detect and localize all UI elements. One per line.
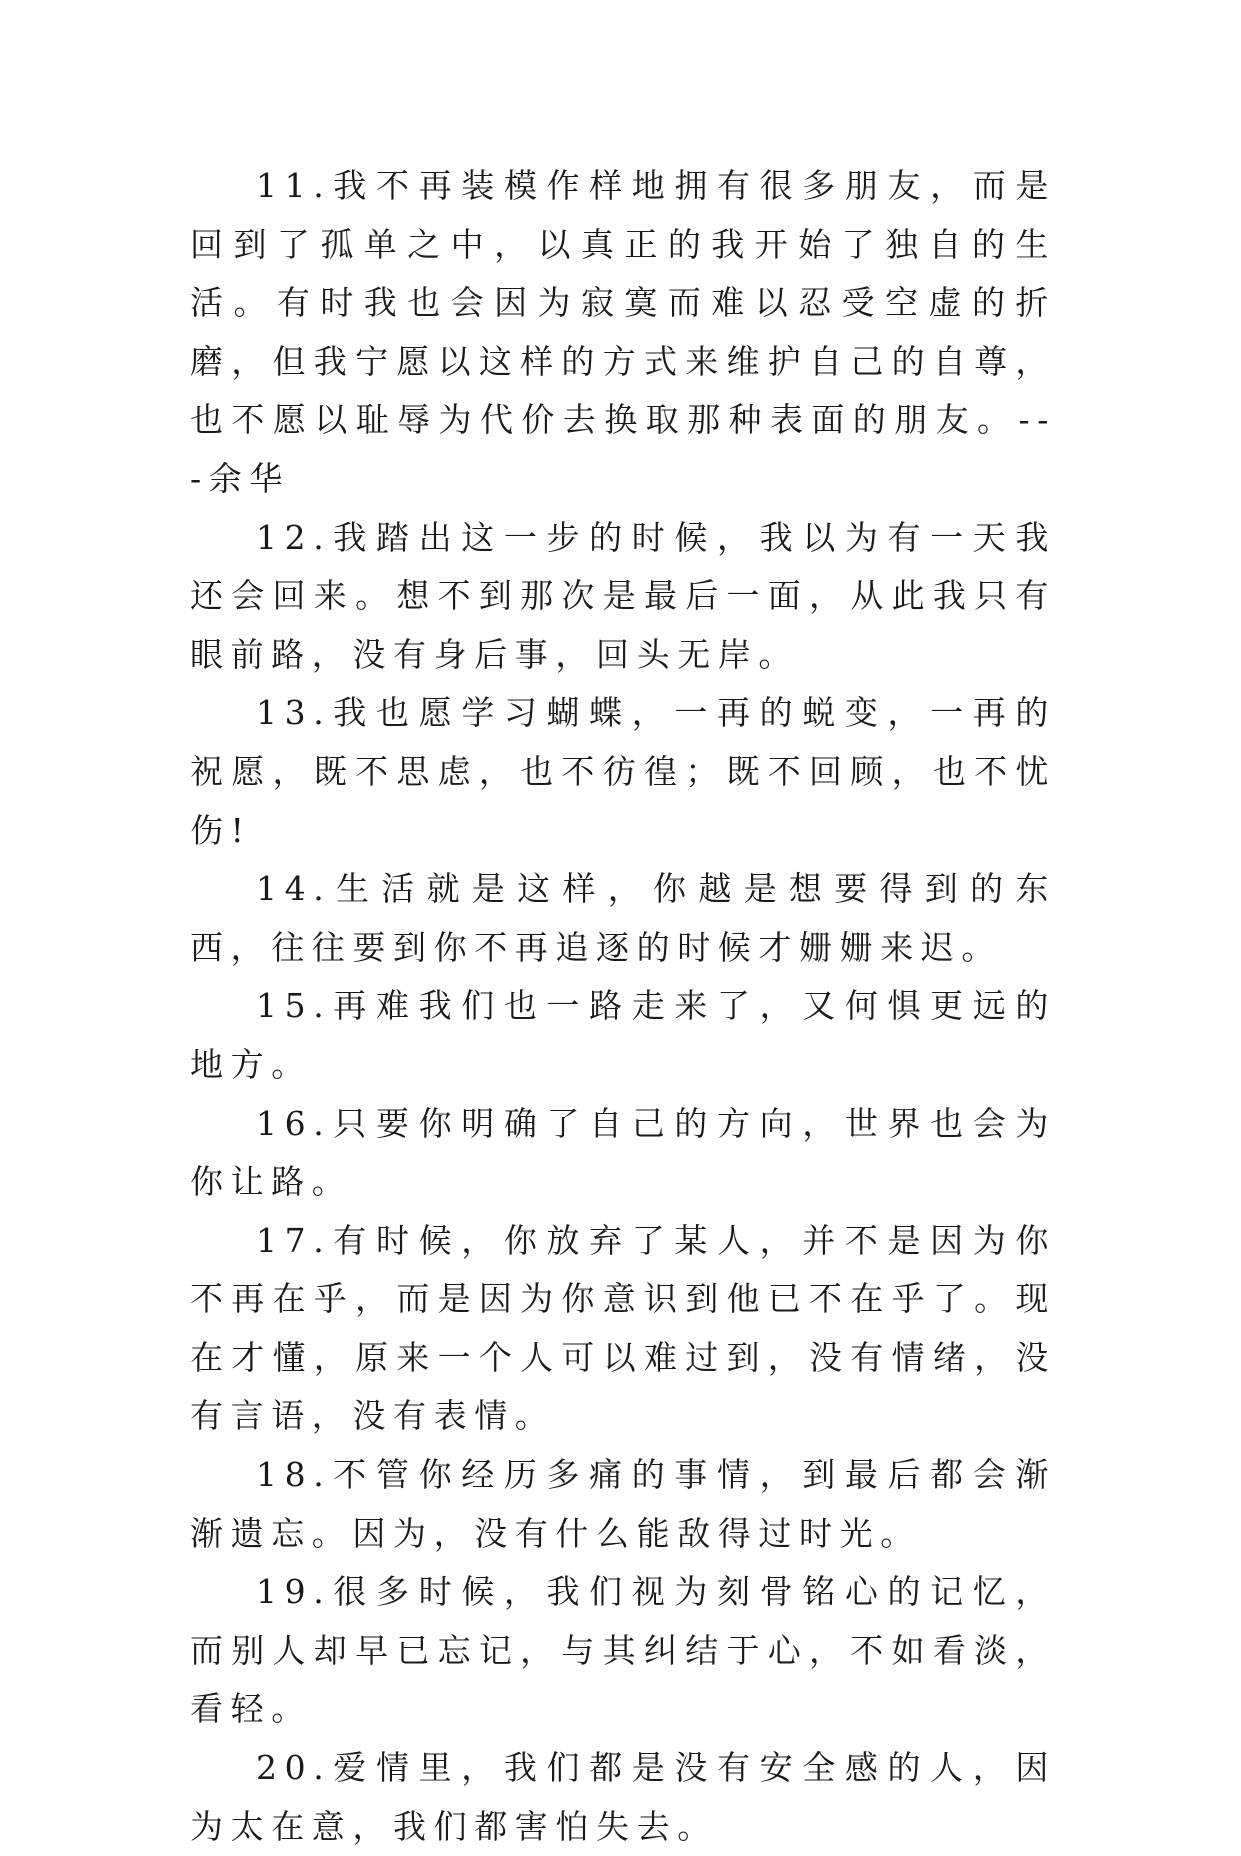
paragraph-15: 15.再难我们也一路走来了，又何惧更远的地方。 [190, 986, 1056, 1084]
paragraph-20: 20.爱情里，我们都是没有安全感的人，因为太在意，我们都害怕失去。 [190, 1748, 1056, 1846]
paragraph-16: 16.只要你明确了自己的方向，世界也会为你让路。 [190, 1103, 1056, 1202]
document-body [190, 157, 1056, 1856]
paragraph-11: 11.我不再装模作样地拥有很多朋友，而是回到了孤单之中，以真正的我开始了独自的生活。有时我也会因为寂寞而难以忍受空虚的折磨，但我宁愿以这样的方式来维护自己的自尊，也不愿以耻辱为代价去换取那种表面的朋友。---余华 [190, 166, 1056, 498]
paragraph-14: 14.生活就是这样，你越是想要得到的东西，往往要到你不再追逐的时候才姗姗来迟。 [190, 869, 1056, 967]
paragraph-18: 18.不管你经历多痛的事情，到最后都会渐渐遗忘。因为，没有什么能敌得过时光。 [190, 1455, 1056, 1553]
paragraph-17: 17.有时候，你放弃了某人，并不是因为你不再在乎，而是因为你意识到他已不在乎了。现在才懂，原来一个人可以难过到，没有情绪，没有言语，没有表情。 [190, 1220, 1056, 1436]
paragraph-13: 13.我也愿学习蝴蝶，一再的蜕变，一再的祝愿，既不思虑，也不彷徨；既不回顾，也不忧伤! [190, 693, 1056, 850]
paragraph-12: 12.我踏出这一步的时候，我以为有一天我还会回来。想不到那次是最后一面，从此我只有眼前路，没有身后事，回头无岸。 [190, 517, 1056, 674]
paragraph-19: 19.很多时候，我们视为刻骨铭心的记忆，而别人却早已忘记，与其纠结于心，不如看淡，看轻。 [190, 1572, 1056, 1729]
